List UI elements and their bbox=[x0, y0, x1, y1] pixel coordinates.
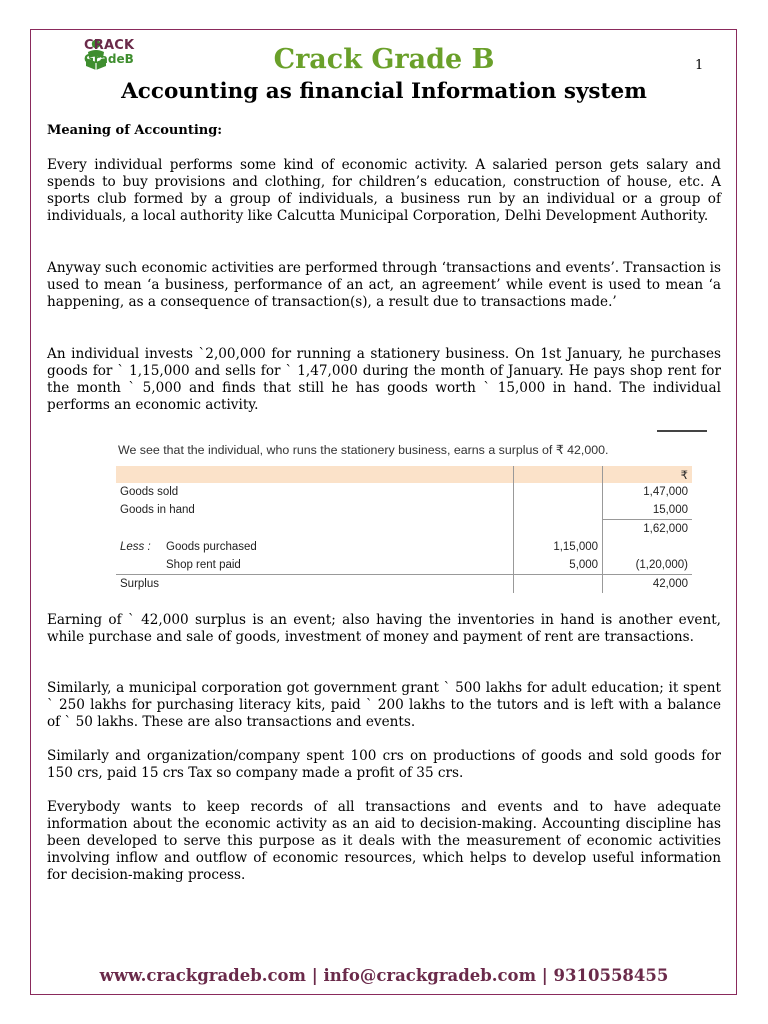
table-row bbox=[116, 556, 692, 575]
footer-contact bbox=[0, 966, 768, 985]
row-total: 15,000 bbox=[603, 501, 692, 520]
document-title: Accounting as financial Information system bbox=[121, 79, 647, 104]
paragraph-accounting-purpose: Everybody wants to keep records of all transactions and events and to have adequate information about the economic activity as an aid to decision-making. Accounting discipline has been developed to serve this purpose as it deals with the measurement of economic activities involving inflow and outflow of economic resources, which helps to develop useful information for decision-making process. bbox=[47, 799, 721, 883]
row-total: 1,47,000 bbox=[603, 483, 692, 501]
phone-number: 9310558455 bbox=[553, 966, 669, 985]
statement-rule bbox=[657, 430, 707, 432]
row-total: 1,62,000 bbox=[603, 520, 692, 539]
logo-text-crack: CRACK bbox=[84, 38, 135, 53]
row-label: Shop rent paid bbox=[116, 556, 514, 575]
paragraph-transactions-events: Anyway such economic activities are performed through ‘transactions and events’. Transaction is used to mean ‘a business, performance of an act, an agreement’ while event is used to mean ‘a happening, as a consequence of transaction(s), a result due to transactions made.’ bbox=[47, 260, 721, 310]
row-amount: 5,000 bbox=[514, 556, 603, 575]
statement-header-row bbox=[116, 466, 692, 483]
paragraph-company-example: Similarly and organization/company spent 100 crs on productions of goods and sold goods for 150 crs, paid 15 crs Tax so company made a profit of 35 crs. bbox=[47, 748, 721, 781]
website-link[interactable]: www.crackgradeb.com bbox=[99, 966, 306, 985]
paragraph-economic-activity: Every individual performs some kind of economic activity. A salaried person gets salary and spends to buy provisions and clothing, for children’s education, construction of house, etc. A sports club formed by a group of individuals, a business run by an individual or a group of individuals, a local authority like Calcutta Municipal Corporation, Delhi Development Authority. bbox=[47, 157, 721, 224]
paragraph-stationery-example: An individual invests `2,00,000 for running a stationery business. On 1st January, he purchases goods for ` 1,15,000 and sells for ` 1,47,000 during the month of January. He pays shop rent for the month ` 5,000 and finds that still he has goods worth ` 15,000 in hand. The individual performs an economic activity. bbox=[47, 346, 721, 413]
email-link[interactable]: info@crackgradeb.com bbox=[323, 966, 537, 985]
footer-separator: | bbox=[311, 966, 318, 985]
page-number: 1 bbox=[695, 58, 704, 73]
less-prefix: Less : bbox=[120, 541, 151, 553]
statement-caption: We see that the individual, who runs the stationery business, earns a surplus of ₹ 42,000. bbox=[118, 443, 609, 457]
currency-header: ₹ bbox=[603, 466, 692, 483]
row-label: Goods sold bbox=[120, 486, 179, 498]
statement-table bbox=[116, 466, 692, 593]
footer-separator: | bbox=[541, 966, 548, 985]
row-label: Goods in hand bbox=[120, 504, 195, 517]
table-row bbox=[116, 501, 692, 520]
row-amount: 1,15,000 bbox=[514, 538, 603, 556]
paragraph-surplus-event: Earning of ` 42,000 surplus is an event; also having the inventories in hand is another event, while purchase and sale of goods, investment of money and payment of rent are transactions. bbox=[47, 612, 721, 645]
row-total: (1,20,000) bbox=[603, 556, 692, 575]
row-total: 42,000 bbox=[603, 575, 692, 594]
table-row bbox=[116, 538, 692, 556]
row-label: Surplus bbox=[120, 578, 159, 590]
brand-title: Crack Grade B bbox=[273, 44, 495, 75]
row-label: Goods purchased bbox=[166, 541, 257, 553]
section-heading: Meaning of Accounting: bbox=[47, 123, 223, 138]
logo-text-gradeb: GradeB bbox=[84, 52, 134, 66]
table-row bbox=[116, 575, 692, 594]
table-row bbox=[116, 483, 692, 501]
paragraph-municipal-example: Similarly, a municipal corporation got government grant ` 500 lakhs for adult education; it spent ` 250 lakhs for purchasing literacy kits, paid ` 200 lakhs to the tutors and is left with a balance of ` 50 lakhs. These are also transactions and events. bbox=[47, 680, 721, 730]
table-row bbox=[116, 520, 692, 539]
surplus-statement bbox=[110, 430, 700, 600]
